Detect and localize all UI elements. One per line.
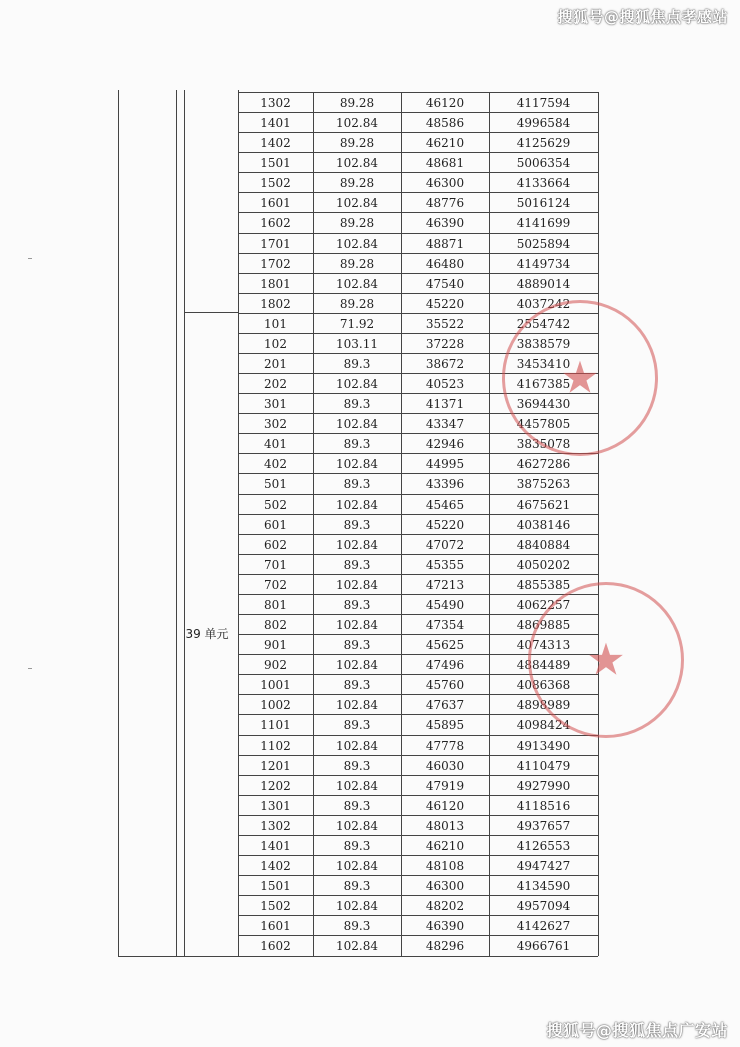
total-price: 4840884 [516,537,571,552]
total-price: 5016124 [516,196,571,211]
table-row [238,514,598,534]
total-price: 4947427 [516,858,571,873]
unit-price: 45220 [425,296,465,311]
unit-price: 46300 [425,879,465,894]
room-number: 402 [264,457,287,472]
table-row [238,915,598,935]
unit-price: 48202 [425,899,465,914]
table-row [238,494,598,514]
area: 102.84 [336,899,378,914]
total-price: 4149734 [516,256,571,271]
unit-price: 40523 [425,377,465,392]
total-price: 4889014 [516,276,571,291]
total-price: 4086368 [516,678,571,693]
unit-price: 48296 [425,939,465,954]
area: 89.3 [343,718,371,733]
total-price: 4098424 [516,718,571,733]
room-number: 102 [264,336,287,351]
total-price: 4937657 [516,818,571,833]
table-row [238,935,598,955]
unit-divider [184,312,238,313]
total-price: 4855385 [516,577,571,592]
total-price: 4898989 [516,698,571,713]
room-number: 1701 [260,236,291,251]
unit-price: 44995 [425,457,465,472]
official-seal [528,582,684,738]
unit-price: 48871 [425,236,465,251]
area: 89.3 [343,597,371,612]
unit-price: 46210 [425,136,465,151]
room-number: 1302 [260,818,291,833]
area: 89.3 [343,758,371,773]
unit-price: 38672 [425,357,465,372]
unit-price: 37228 [425,336,465,351]
watermark-top: 搜狐号@搜狐焦点孝感站 [557,8,728,26]
table-row [238,855,598,875]
room-number: 1201 [260,758,291,773]
total-price: 4913490 [516,738,571,753]
table-row [238,233,598,253]
official-seal [502,300,658,456]
table-row [238,92,598,112]
total-price: 2554742 [516,316,571,331]
total-price: 4966761 [516,939,571,954]
total-price: 4118516 [516,798,571,813]
room-number: 1702 [260,256,291,271]
total-price: 4062257 [516,597,571,612]
area: 89.3 [343,838,371,853]
unit-price: 45465 [425,497,465,512]
table-row [238,875,598,895]
room-number: 1501 [260,156,291,171]
total-price: 4927990 [516,778,571,793]
room-number: 502 [264,497,287,512]
room-number: 901 [264,638,287,653]
total-price: 5006354 [516,156,571,171]
room-number: 1402 [260,858,291,873]
room-number: 1601 [260,919,291,934]
stamp-star-icon: ★ [586,634,626,686]
unit-price: 47919 [425,778,465,793]
unit-price: 45355 [425,557,465,572]
room-number: 1102 [260,738,291,753]
unit-price: 47637 [425,698,465,713]
table-row [238,112,598,132]
unit-price: 45895 [425,718,465,733]
area: 102.84 [336,939,378,954]
room-number: 1002 [260,698,291,713]
unit-price: 48586 [425,116,465,131]
table-row [238,775,598,795]
total-price: 4142627 [516,919,571,934]
unit-price: 42946 [425,437,465,452]
unit-price: 45625 [425,638,465,653]
table-row [238,735,598,755]
unit-price: 47213 [425,577,465,592]
unit-price: 41371 [425,397,465,412]
room-number: 1501 [260,879,291,894]
room-number: 602 [264,537,287,552]
area: 102.84 [336,116,378,131]
room-number: 1402 [260,136,291,151]
area: 89.28 [339,256,375,271]
unit-price: 47540 [425,276,465,291]
unit-price: 48013 [425,818,465,833]
table-row [238,574,598,594]
total-price: 3875263 [516,477,571,492]
area: 102.84 [336,658,378,673]
room-number: 1302 [260,96,291,110]
table-border-bottom [118,956,598,957]
total-price: 4167385 [516,377,571,392]
stamp-star-icon: ★ [560,352,600,404]
unit-price: 45760 [425,678,465,693]
unit-price: 48681 [425,156,465,171]
room-number: 1801 [260,276,291,291]
area: 89.3 [343,879,371,894]
table-row [238,132,598,152]
total-price: 4050202 [516,557,571,572]
margin-mark [28,258,32,259]
unit-price: 45220 [425,517,465,532]
room-number: 1401 [260,838,291,853]
unit-price: 47072 [425,537,465,552]
area: 102.84 [336,196,378,211]
area: 102.84 [336,457,378,472]
total-price: 4074313 [516,638,571,653]
room-number: 302 [264,417,287,432]
unit-price: 46120 [425,96,465,110]
table-row [238,453,598,473]
table-row [238,212,598,232]
area: 102.84 [336,156,378,171]
area: 89.28 [339,216,375,231]
area: 89.28 [339,96,375,110]
table-row [238,172,598,192]
room-number: 401 [264,437,287,452]
unit-price: 48776 [425,196,465,211]
room-number: 1101 [260,718,291,733]
total-price: 4126553 [516,838,571,853]
total-price: 3835078 [516,437,571,452]
unit-price: 43347 [425,417,465,432]
area: 89.3 [343,397,371,412]
table-row [238,192,598,212]
area: 89.28 [339,296,375,311]
unit-price: 48108 [425,858,465,873]
room-number: 802 [264,618,287,633]
room-number: 702 [264,577,287,592]
room-number: 1802 [260,296,291,311]
area: 102.84 [336,618,378,633]
room-number: 1401 [260,116,291,131]
area: 89.3 [343,477,371,492]
unit-price: 46390 [425,216,465,231]
room-number: 701 [264,557,287,572]
area: 89.28 [339,136,375,151]
total-price: 4457805 [516,417,571,432]
area: 89.3 [343,437,371,452]
area: 102.84 [336,778,378,793]
area: 102.84 [336,417,378,432]
unit-price: 46480 [425,256,465,271]
table-row [238,253,598,273]
area: 102.84 [336,738,378,753]
area: 102.84 [336,377,378,392]
table-body [238,92,598,955]
room-number: 1602 [260,939,291,954]
area: 89.3 [343,638,371,653]
area: 89.3 [343,517,371,532]
total-price: 3453410 [516,357,571,372]
area: 89.3 [343,557,371,572]
total-price: 4869885 [516,618,571,633]
unit-price: 46210 [425,838,465,853]
table-row [238,714,598,734]
unit-price: 46390 [425,919,465,934]
table-border-left [118,90,119,956]
unit-price: 35522 [425,316,465,331]
table-border-col [176,90,177,956]
unit-price: 47496 [425,658,465,673]
table-row [238,835,598,855]
area: 102.84 [336,577,378,592]
unit-price: 47778 [425,738,465,753]
total-price: 3838579 [516,336,571,351]
room-number: 101 [264,316,287,331]
area: 89.3 [343,357,371,372]
room-number: 902 [264,658,287,673]
table-row [238,755,598,775]
total-price: 3694430 [516,397,571,412]
table-row [238,152,598,172]
area: 89.3 [343,919,371,934]
unit-price: 46120 [425,798,465,813]
area: 102.84 [336,537,378,552]
unit-price: 43396 [425,477,465,492]
area: 89.3 [343,798,371,813]
area: 89.28 [339,176,375,191]
total-price: 4037242 [516,296,571,311]
area: 102.84 [336,858,378,873]
room-number: 202 [264,377,287,392]
area: 102.84 [336,497,378,512]
room-number: 301 [264,397,287,412]
room-number: 1202 [260,778,291,793]
area: 102.84 [336,236,378,251]
unit-label: 39 单元 [185,627,229,641]
unit-price: 46300 [425,176,465,191]
room-number: 601 [264,517,287,532]
total-price: 4134590 [516,879,571,894]
table-row [238,534,598,554]
total-price: 4996584 [516,116,571,131]
total-price: 4133664 [516,176,571,191]
total-price: 4125629 [516,136,571,151]
room-number: 501 [264,477,287,492]
unit-price: 45490 [425,597,465,612]
total-price: 4141699 [516,216,571,231]
area: 89.3 [343,678,371,693]
total-price: 5025894 [516,236,571,251]
total-price: 4884489 [516,658,571,673]
room-number: 1601 [260,196,291,211]
total-price: 4675621 [516,497,571,512]
area: 102.84 [336,818,378,833]
room-number: 1602 [260,216,291,231]
total-price: 4117594 [516,96,571,110]
margin-mark [28,668,32,669]
table-row [238,815,598,835]
area: 103.11 [336,336,378,351]
table-border-col [184,90,185,956]
room-number: 1502 [260,899,291,914]
unit-price: 46030 [425,758,465,773]
table-row [238,473,598,493]
total-price: 4110479 [516,758,571,773]
table-row [238,795,598,815]
room-number: 1001 [260,678,291,693]
unit-price: 47354 [425,618,465,633]
room-number: 801 [264,597,287,612]
total-price: 4627286 [516,457,571,472]
table-row [238,554,598,574]
table-row [238,273,598,293]
area: 71.92 [339,316,375,331]
area: 102.84 [336,276,378,291]
area: 102.84 [336,698,378,713]
table-row [238,895,598,915]
watermark-bottom: 搜狐号@搜狐焦点广安站 [546,1021,728,1040]
room-number: 1301 [260,798,291,813]
table-border-right [598,92,599,956]
total-price: 4957094 [516,899,571,914]
room-number: 1502 [260,176,291,191]
total-price: 4038146 [516,517,571,532]
room-number: 201 [264,357,287,372]
